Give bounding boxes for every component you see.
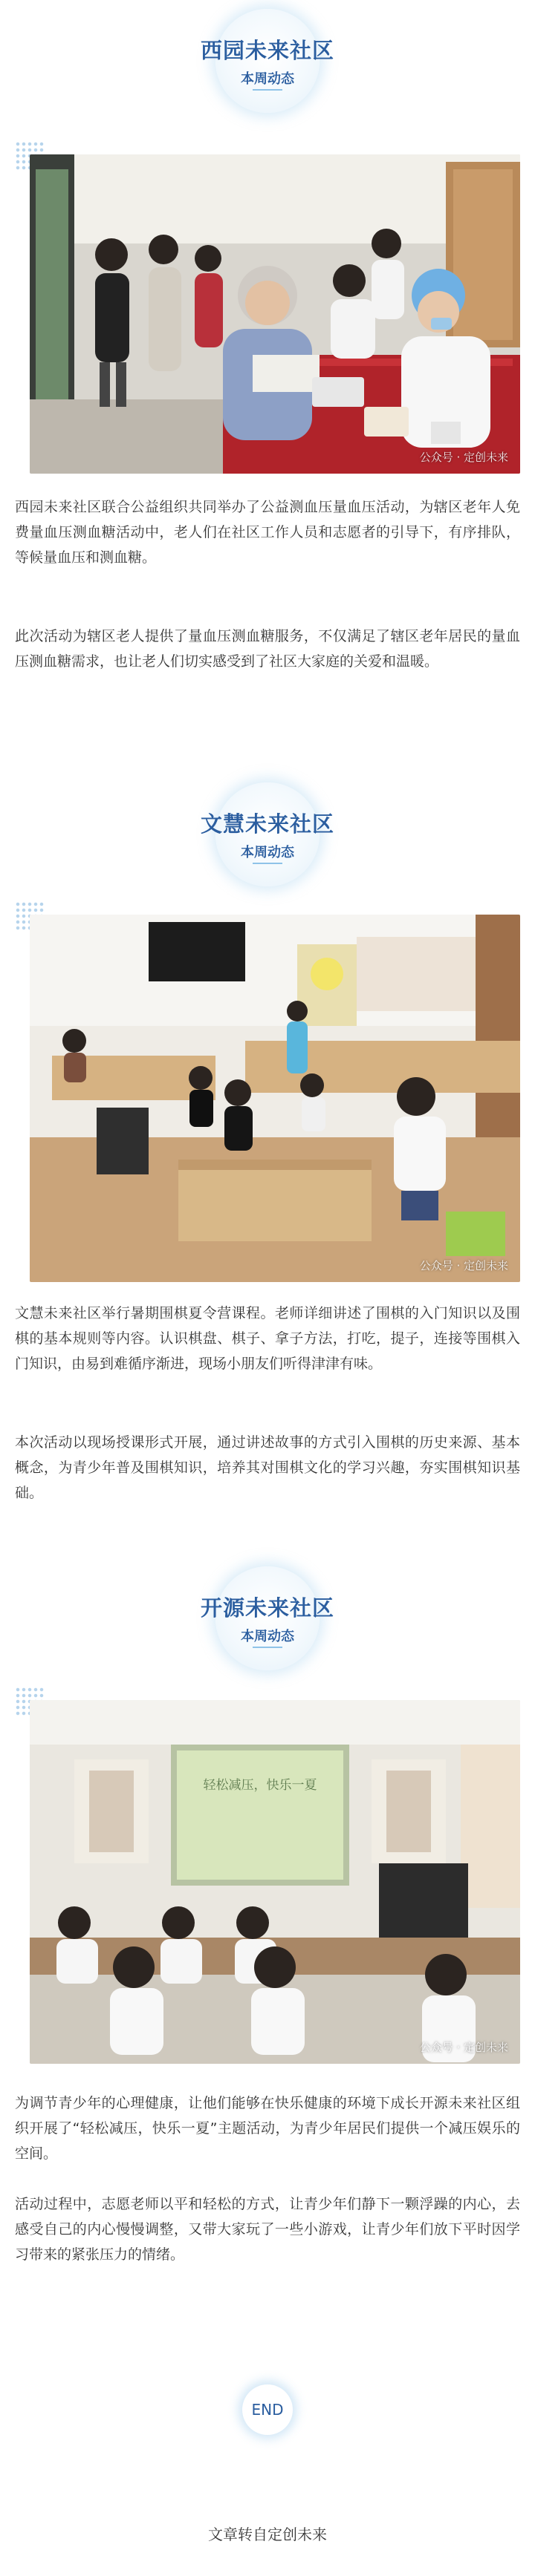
section-title: 文慧未来社区 xyxy=(200,811,334,837)
section-subtitle: 本周动态 xyxy=(241,71,294,87)
section-title: 开源未来社区 xyxy=(200,1595,334,1621)
end-badge: END xyxy=(242,2384,293,2435)
paragraph-kaiyuan-1: 为调节青少年的心理健康，让他们能够在快乐健康的环境下成长开源未来社区组织开展了“轻松减压，快乐一夏”主题活动，为青少年居民们提供一个减压娱乐的空间。 xyxy=(15,2095,520,2162)
blood-pressure-scene-image xyxy=(30,154,520,474)
photo-relax-activity xyxy=(30,1700,520,2064)
paragraph-xiyuan-1: 西园未来社区联合公益组织共同举办了公益测血压量血压活动，为辖区老年人免费量血压测血糖活动中，老人们在社区工作人员和志愿者的引导下，有序排队，等候量血压和测血糖。 xyxy=(15,499,520,566)
section-heading-kaiyuan xyxy=(0,1563,535,1667)
section-heading-xiyuan xyxy=(0,6,535,110)
subtitle-underline xyxy=(253,89,282,91)
paragraph-wenhui-2: 本次活动以现场授课形式开展，通过讲述故事的方式引入围棋的历史来源、基本概念，为青少年普及围棋知识，培养其对围棋文化的学习兴趣，夯实围棋知识基础。 xyxy=(15,1434,520,1501)
section-subtitle: 本周动态 xyxy=(241,1629,294,1644)
section-subtitle: 本周动态 xyxy=(241,845,294,860)
go-class-scene-image xyxy=(30,915,520,1282)
paragraph-xiyuan-2: 此次活动为辖区老人提供了量血压测血糖服务，不仅满足了辖区老年居民的量血压测血糖需求，也让老人们切实感受到了社区大家庭的关爱和温暖。 xyxy=(15,628,520,670)
photo-watermark: 公众号 · 定创未来 xyxy=(419,2041,508,2054)
screen-banner-text: 轻松减压，快乐一夏 xyxy=(203,1778,317,1793)
section-title: 西园未来社区 xyxy=(200,38,334,63)
paragraph-wenhui-1: 文慧未来社区举行暑期围棋夏令营课程。老师详细讲述了围棋的入门知识以及围棋的基本规则等内容。认识棋盘、棋子、拿子方法，打吃，提子，连接等围棋入门知识，由易到难循序渐进，现场小朋友们听得津津有味。 xyxy=(15,1305,520,1372)
article-source-footer: 文章转自定创未来 xyxy=(208,2526,327,2543)
photo-watermark: 公众号 · 定创未来 xyxy=(419,451,508,464)
subtitle-underline xyxy=(253,1647,282,1648)
section-heading-wenhui xyxy=(0,779,535,883)
subtitle-underline xyxy=(253,863,282,864)
photo-blood-pressure-event xyxy=(30,154,520,474)
photo-watermark: 公众号 · 定创未来 xyxy=(419,1259,508,1272)
paragraph-kaiyuan-2: 活动过程中，志愿老师以平和轻松的方式，让青少年们静下一颗浮躁的内心，去感受自己的内心慢慢调整，又带大家玩了一些小游戏，让青少年们放下平时因学习带来的紧张压力的情绪。 xyxy=(15,2196,520,2263)
relax-activity-scene-image xyxy=(30,1700,520,2064)
photo-go-class xyxy=(30,915,520,1282)
